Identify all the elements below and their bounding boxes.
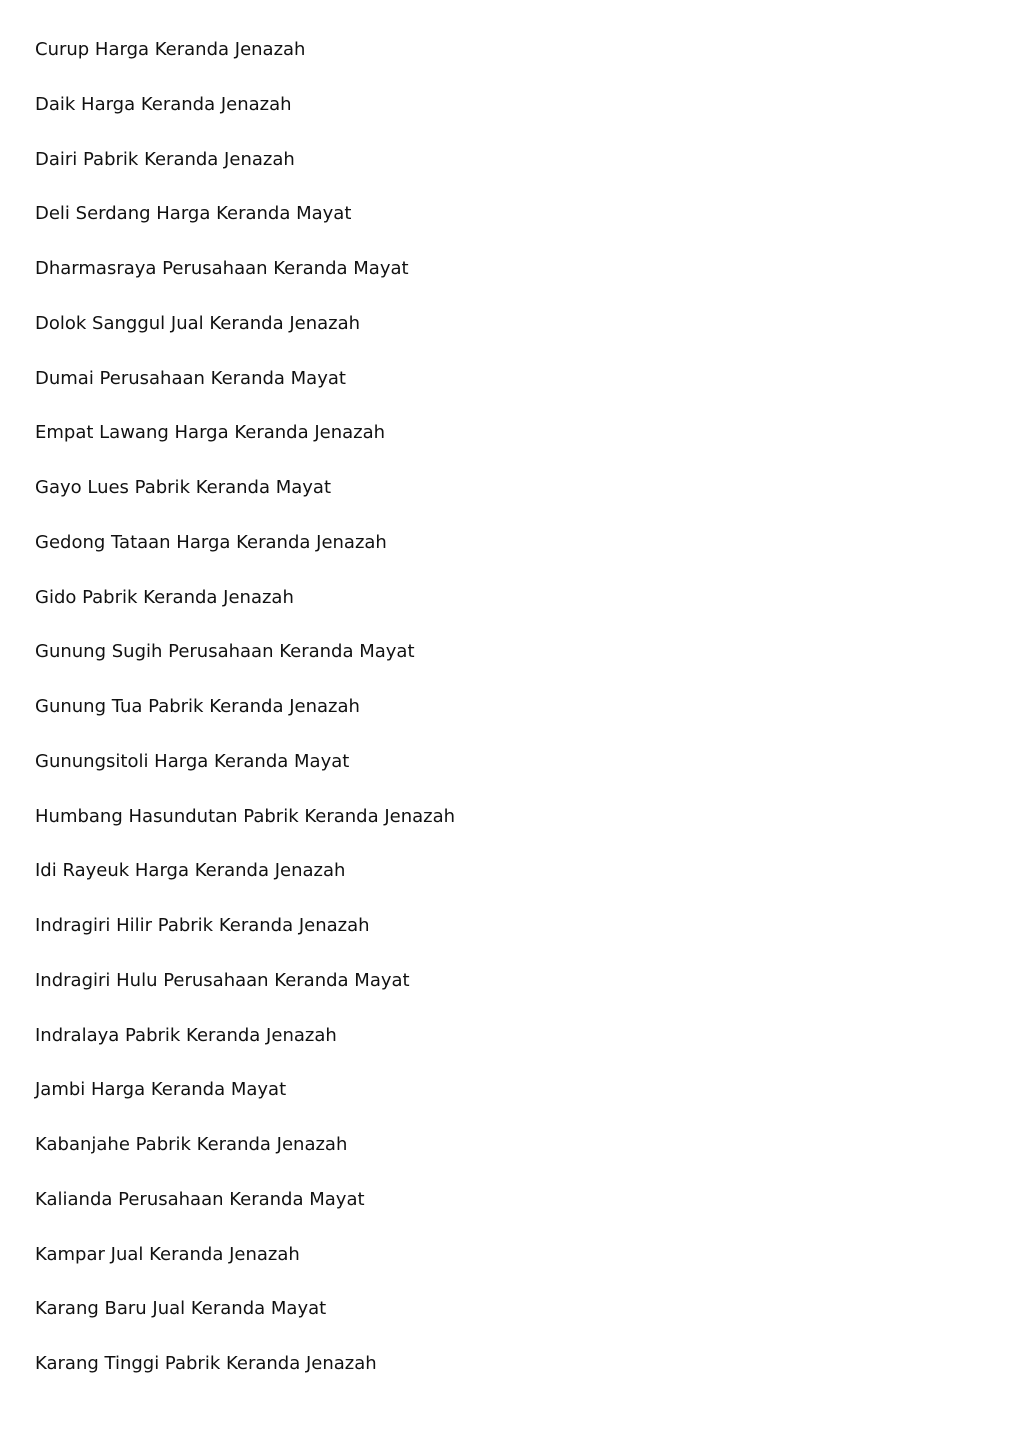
list-item-link[interactable]: Gunung Sugih Perusahaan Keranda Mayat — [35, 641, 415, 663]
list-item — [35, 1241, 455, 1296]
list-item-link[interactable]: Daik Harga Keranda Jenazah — [35, 93, 292, 115]
list-item-link[interactable]: Jambi Harga Keranda Mayat — [35, 1079, 287, 1101]
list-item — [35, 967, 455, 1022]
list-item-link[interactable]: Dairi Pabrik Keranda Jenazah — [35, 148, 295, 170]
list-item-link[interactable]: Curup Harga Keranda Jenazah — [35, 39, 306, 60]
list-item-link[interactable]: Kabanjahe Pabrik Keranda Jenazah — [35, 1134, 348, 1155]
list-item-link[interactable]: Indragiri Hulu Perusahaan Keranda Mayat — [35, 969, 410, 991]
list-item — [35, 310, 455, 365]
list-item-link[interactable]: Gunungsitoli Harga Keranda Mayat — [35, 750, 350, 772]
list-item — [35, 36, 455, 91]
list-item-link[interactable]: Humbang Hasundutan Pabrik Keranda Jenazah — [35, 805, 456, 827]
list-item-link[interactable]: Indralaya Pabrik Keranda Jenazah — [35, 1024, 337, 1046]
list-item-link[interactable]: Gido Pabrik Keranda Jenazah — [35, 586, 294, 608]
list-item — [35, 584, 455, 639]
list-item — [35, 365, 455, 420]
list-item — [35, 1295, 455, 1350]
list-item-link[interactable]: Deli Serdang Harga Keranda Mayat — [35, 203, 352, 225]
list-item — [35, 1076, 455, 1131]
list-item — [35, 1131, 455, 1186]
list-item-link[interactable]: Gunung Tua Pabrik Keranda Jenazah — [35, 696, 360, 717]
list-item — [35, 1350, 455, 1405]
list-item-link[interactable]: Gayo Lues Pabrik Keranda Mayat — [35, 477, 332, 498]
link-list — [35, 36, 455, 1405]
list-item — [35, 146, 455, 201]
list-item — [35, 200, 455, 255]
list-item-link[interactable]: Gedong Tataan Harga Keranda Jenazah — [35, 531, 387, 553]
list-item — [35, 912, 455, 967]
list-item — [35, 91, 455, 146]
list-item — [35, 255, 455, 310]
list-item — [35, 474, 455, 529]
list-item — [35, 638, 455, 693]
list-item-link[interactable]: Dharmasraya Perusahaan Keranda Mayat — [35, 258, 409, 279]
list-item-link[interactable]: Dolok Sanggul Jual Keranda Jenazah — [35, 312, 361, 334]
list-item — [35, 529, 455, 584]
list-item-link[interactable]: Dumai Perusahaan Keranda Mayat — [35, 367, 346, 389]
list-item-link[interactable]: Kalianda Perusahaan Keranda Mayat — [35, 1188, 365, 1210]
list-item-link[interactable]: Karang Baru Jual Keranda Mayat — [35, 1298, 327, 1320]
list-item-link[interactable]: Idi Rayeuk Harga Keranda Jenazah — [35, 860, 346, 882]
list-item-link[interactable]: Indragiri Hilir Pabrik Keranda Jenazah — [35, 915, 370, 936]
list-item — [35, 857, 455, 912]
list-item — [35, 1022, 455, 1077]
list-item-link[interactable]: Karang Tinggi Pabrik Keranda Jenazah — [35, 1353, 377, 1374]
list-item — [35, 1186, 455, 1241]
list-item — [35, 748, 455, 803]
list-item — [35, 693, 455, 748]
list-item-link[interactable]: Kampar Jual Keranda Jenazah — [35, 1243, 300, 1265]
list-item — [35, 803, 455, 858]
list-item-link[interactable]: Empat Lawang Harga Keranda Jenazah — [35, 422, 386, 444]
list-item — [35, 419, 455, 474]
